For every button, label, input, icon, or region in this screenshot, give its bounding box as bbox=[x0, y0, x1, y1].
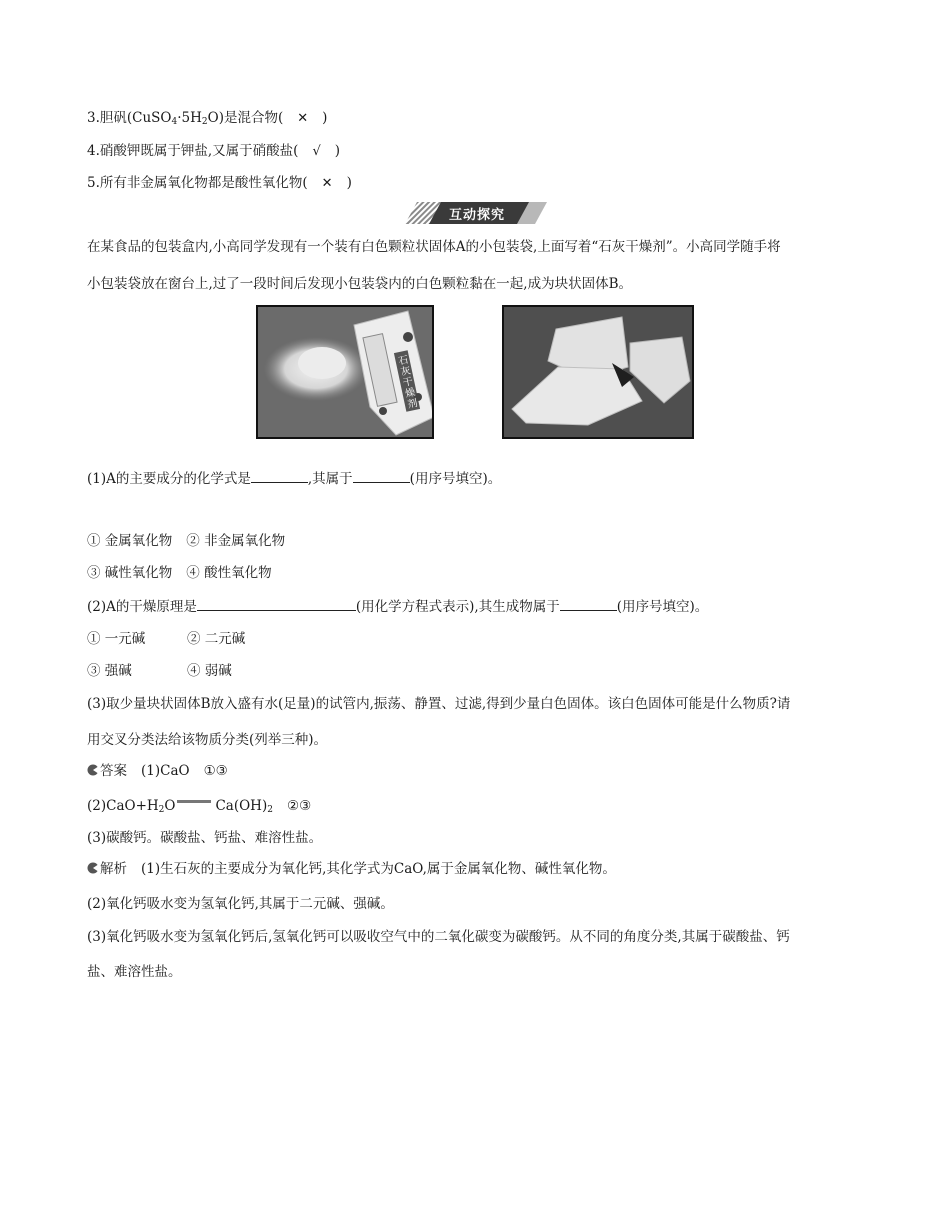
lumps-illustration bbox=[504, 307, 692, 437]
q1-post: (用序号填空)。 bbox=[409, 471, 502, 487]
q2-option-b: ② 二元碱 bbox=[187, 631, 246, 647]
answer-2 bbox=[87, 797, 311, 819]
analysis-label: 解析 bbox=[100, 861, 127, 877]
subscript: 2 bbox=[267, 805, 273, 815]
check-mark: √ bbox=[312, 144, 321, 159]
q3-line-1: (3)取少量块状固体B放入盛有水(足量)的试管内,振荡、静置、过滤,得到少量白色固体。该白色固体可能是什么物质?请 bbox=[87, 696, 791, 712]
intro-line-2: 小包装袋放在窗台上,过了一段时间后发现小包装袋内的白色颗粒黏在一起,成为块状固体B。 bbox=[87, 276, 633, 292]
answer-1-choice: ①③ bbox=[203, 763, 228, 779]
q3-line-2: 用交叉分类法给该物质分类(列举三种)。 bbox=[87, 732, 328, 748]
answer-1: (1)CaO bbox=[141, 763, 190, 779]
equation-right: Ca(OH) bbox=[215, 798, 268, 814]
q1-option-d: ④ 酸性氧化物 bbox=[186, 565, 272, 581]
intro-line-1: 在某食品的包装盒内,小高同学发现有一个装有白色颗粒状固体A的小包装袋,上面写着“石灰干燥剂”。小高同学随手将 bbox=[87, 239, 781, 255]
analysis-label-icon bbox=[87, 862, 99, 874]
q1-pre: (1)A的主要成分的化学式是 bbox=[87, 471, 251, 487]
answer-2-choice: ②③ bbox=[286, 798, 312, 814]
q2-options-row-1 bbox=[87, 630, 245, 648]
judge-3-close: ) bbox=[322, 110, 328, 126]
photo-solid-lumps bbox=[502, 305, 694, 439]
q2-options-row-2 bbox=[87, 662, 232, 680]
photo-desiccant-powder bbox=[256, 305, 434, 439]
judge-item-5 bbox=[87, 174, 352, 193]
analysis-p3-line-1: (3)氧化钙吸水变为氢氧化钙后,氢氧化钙可以吸收空气中的二氧化碳变为碳酸钙。从不同的角度分类,其属于碳酸盐、钙 bbox=[87, 929, 790, 945]
analysis-heading bbox=[87, 860, 616, 878]
answer-blank bbox=[560, 597, 617, 611]
judge-4-text: 4.硝酸钾既属于钾盐,又属于硝酸盐( bbox=[87, 143, 299, 159]
judge-3-mid: ·5H bbox=[177, 110, 202, 126]
q2-mid: (用化学方程式表示),其生成物属于 bbox=[355, 599, 560, 615]
equation-left: (2)CaO+H bbox=[87, 798, 159, 814]
analysis-p1: (1)生石灰的主要成分为氧化钙,其化学式为CaO,属于金属氧化物、碱性氧化物。 bbox=[141, 861, 616, 877]
question-2 bbox=[87, 597, 708, 616]
q1-option-c: ③ 碱性氧化物 bbox=[87, 565, 173, 581]
question-1 bbox=[87, 469, 501, 488]
q2-option-d: ④ 弱碱 bbox=[187, 663, 232, 679]
subscript: 2 bbox=[158, 805, 165, 815]
q1-option-a: ① 金属氧化物 bbox=[87, 533, 173, 549]
equation-o: O bbox=[164, 798, 176, 814]
judge-4-close: ) bbox=[334, 143, 341, 159]
q1-mid: ,其属于 bbox=[307, 471, 353, 487]
answer-label-icon bbox=[87, 764, 99, 776]
q2-option-a: ① 一元碱 bbox=[87, 631, 146, 647]
q1-options-row-1 bbox=[87, 532, 285, 550]
analysis-p3-line-2: 盐、难溶性盐。 bbox=[87, 964, 182, 980]
q1-options-row-2 bbox=[87, 564, 272, 582]
cross-mark: ✕ bbox=[321, 176, 333, 191]
banner-title: 互动探究 bbox=[449, 208, 506, 223]
cross-mark: ✕ bbox=[297, 111, 309, 126]
judge-item-3 bbox=[87, 109, 327, 131]
subscript: 4 bbox=[171, 117, 178, 127]
answer-3: (3)碳酸钙。碳酸盐、钙盐、难溶性盐。 bbox=[87, 830, 323, 846]
answer-heading bbox=[87, 762, 228, 780]
answer-blank bbox=[197, 597, 356, 611]
q2-post: (用序号填空)。 bbox=[616, 599, 709, 615]
analysis-p2: (2)氧化钙吸水变为氢氧化钙,其属于二元碱、强碱。 bbox=[87, 896, 394, 912]
q2-pre: (2)A的干燥原理是 bbox=[87, 599, 197, 615]
equals-sign-icon bbox=[177, 800, 211, 803]
judge-5-text: 5.所有非金属氧化物都是酸性氧化物( bbox=[87, 175, 308, 191]
q2-option-c: ③ 强碱 bbox=[87, 663, 132, 679]
packet-label: 石灰干燥剂 bbox=[397, 354, 419, 411]
subscript: 2 bbox=[201, 117, 208, 127]
judge-3-end: O)是混合物( bbox=[207, 110, 284, 126]
judge-5-close: ) bbox=[346, 175, 352, 191]
section-banner bbox=[405, 202, 547, 224]
answer-label: 答案 bbox=[100, 763, 127, 779]
q1-option-b: ② 非金属氧化物 bbox=[186, 533, 286, 549]
answer-blank bbox=[251, 469, 308, 483]
judge-3-text: 3.胆矾(CuSO bbox=[87, 110, 172, 126]
judge-item-4 bbox=[87, 142, 340, 161]
answer-blank bbox=[353, 469, 410, 483]
